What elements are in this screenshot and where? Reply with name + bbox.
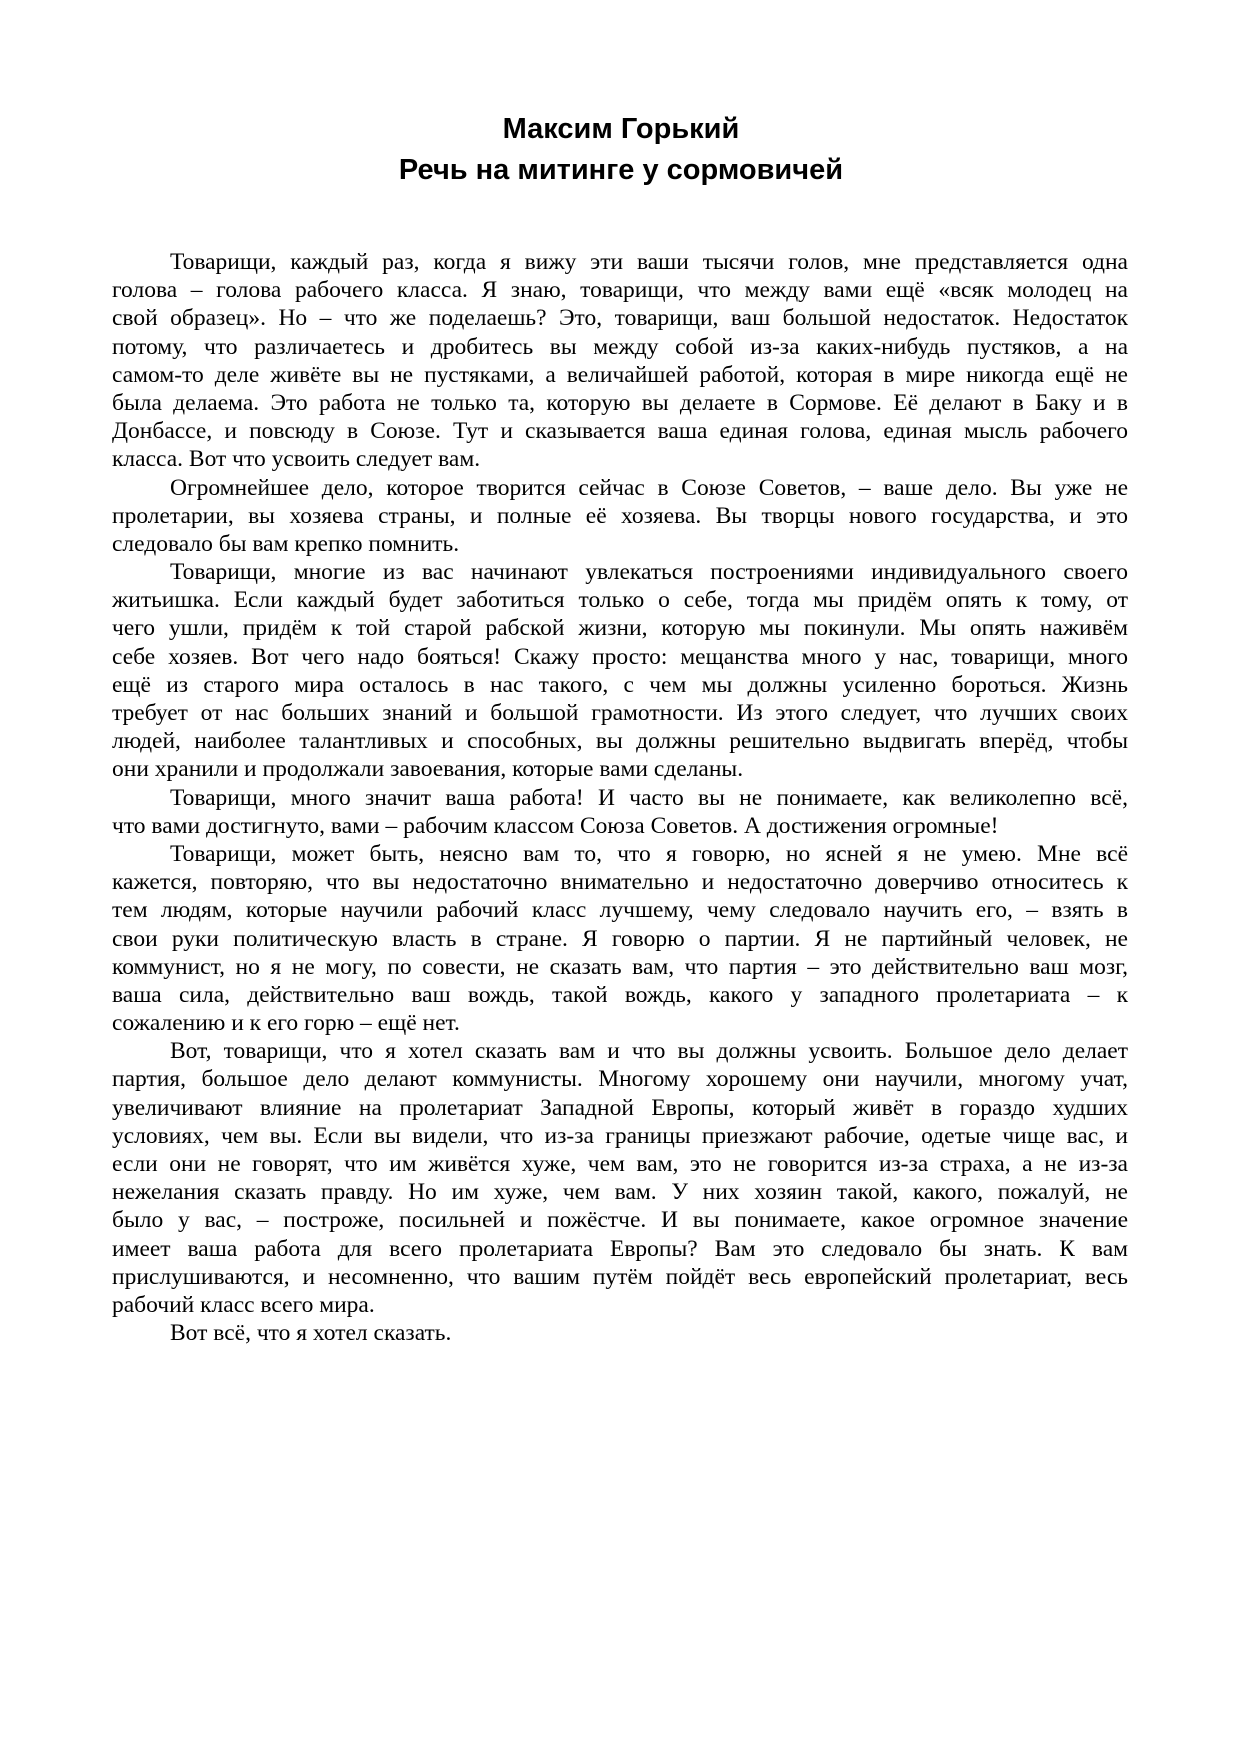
- text-line: если они не говорят, что им живётся хуже, чем вам, это не говорится из-за страха, а не из-за: [112, 1151, 1128, 1177]
- text-line: было у вас, – построже, посильней и пожёстче. И вы понимаете, какое огромное значение: [112, 1207, 1128, 1234]
- text-line: голова – голова рабочего класса. Я знаю, товарищи, что между вами ещё «всяк молодец на: [112, 277, 1128, 304]
- text-line: была делаема. Это работа не только та, которую вы делаете в Сормове. Её делают в Баку и в: [112, 389, 1128, 416]
- text-line: Донбассе, и повсюду в Союзе. Тут и сказывается ваша единая голова, единая мысль рабочего: [112, 418, 1128, 445]
- text-line: ещё из старого мира осталось в нас такого, с чем мы должны усиленно бороться. Жизнь: [112, 671, 1128, 698]
- paragraph: [112, 1319, 1128, 1347]
- paragraph: [112, 840, 1128, 1037]
- text-line: они хранили и продолжали завоевания, которые вами сделаны.: [112, 756, 744, 783]
- text-line: свои руки политическую власть в стране. Я говорю о партии. Я не партийный человек, не: [112, 925, 1128, 952]
- text-line: кажется, повторяю, что вы недостаточно внимательно и недостаточно доверчиво относитесь к: [112, 869, 1128, 896]
- author-heading: Максим Горький: [502, 113, 740, 145]
- text-line: Вот всё, что я хотел сказать.: [170, 1320, 452, 1347]
- text-line: имеет ваша работа для всего пролетариата Европы? Вам это следовало бы знать. К вам: [112, 1235, 1128, 1262]
- text-line: увеличивают влияние на пролетариат Западной Европы, который живёт в гораздо худших: [112, 1094, 1128, 1121]
- text-line: условиях, чем вы. Если вы видели, что из-за границы приезжают рабочие, одетые чище вас, и: [112, 1122, 1128, 1149]
- paragraph: [112, 784, 1128, 840]
- paragraph: [112, 558, 1128, 784]
- text-line: тем людям, которые научили рабочий класс лучшему, чему следовало научить его, – взять в: [112, 897, 1128, 924]
- text-line: себе хозяев. Вот чего надо бояться! Скажу просто: мещанства много у нас, товарищи, много: [112, 643, 1128, 670]
- text-line: партия, большое дело делают коммунисты. Многому хорошему они научили, многому учат,: [112, 1066, 1128, 1093]
- text-line: Товарищи, многие из вас начинают увлекаться построениями индивидуального своего: [170, 559, 1128, 586]
- text-line: ваша сила, действительно ваш вождь, такой вождь, какого у западного пролетариата – к: [112, 981, 1128, 1008]
- text-line: класса. Вот что усвоить следует вам.: [112, 446, 481, 473]
- text-line: пролетарии, вы хозяева страны, и полные её хозяева. Вы творцы нового государства, и это: [112, 502, 1128, 529]
- text-line: требует от нас больших знаний и большой грамотности. Из этого следует, что лучших своих: [112, 700, 1128, 726]
- text-line: людей, наиболее талантливых и способных, вы должны решительно выдвигать вперёд, чтобы: [112, 728, 1128, 755]
- document-title: Речь на митинге у сормовичей: [398, 154, 844, 186]
- paragraph: [112, 474, 1128, 559]
- text-line: житьишка. Если каждый будет заботиться только о себе, тогда мы придём опять к тому, от: [112, 587, 1128, 614]
- paragraph: [112, 248, 1128, 474]
- text-line: нежелания сказать правду. Но им хуже, чем вам. У них хозяин такой, какого, пожалуй, не: [112, 1179, 1128, 1206]
- document-body: [112, 248, 1128, 1347]
- text-line: Товарищи, много значит ваша работа! И часто вы не понимаете, как великолепно всё,: [170, 784, 1128, 811]
- text-line: Огромнейшее дело, которое творится сейчас в Союзе Советов, – ваше дело. Вы уже не: [170, 474, 1128, 501]
- text-line: коммунист, но я не могу, по совести, не сказать вам, что партия – это действительно ваш мозг,: [112, 953, 1128, 980]
- text-line: Товарищи, может быть, неясно вам то, что я говорю, но ясней я не умею. Мне всё: [170, 840, 1128, 867]
- text-line: рабочий класс всего мира.: [112, 1291, 375, 1318]
- text-line: что вами достигнуто, вами – рабочим классом Союза Советов. А достижения огромные!: [112, 812, 999, 839]
- text-line: свой образец». Но – что же поделаешь? Это, товарищи, ваш большой недостаток. Недостаток: [112, 305, 1128, 332]
- text-line: чего ушли, придём к той старой рабской жизни, которую мы покинули. Мы опять наживём: [112, 615, 1128, 642]
- text-line: сожалению и к его горю – ещё нет.: [112, 1010, 460, 1037]
- text-line: Товарищи, каждый раз, когда я вижу эти ваши тысячи голов, мне представляется одна: [170, 249, 1128, 275]
- text-line: Вот, товарищи, что я хотел сказать вам и что вы должны усвоить. Большое дело делает: [170, 1038, 1128, 1065]
- text-line: прислушиваются, и несомненно, что вашим путём пойдёт весь европейский пролетариат, весь: [112, 1263, 1128, 1290]
- text-line: следовало бы вам крепко помнить.: [112, 530, 460, 557]
- text-line: потому, что различаетесь и дробитесь вы между собой из-за каких-нибудь пустяков, а на: [112, 333, 1128, 360]
- text-line: самом-то деле живёте вы не пустяками, а величайшей работой, которая в мире никогда ещё не: [112, 361, 1128, 388]
- paragraph: [112, 1037, 1128, 1319]
